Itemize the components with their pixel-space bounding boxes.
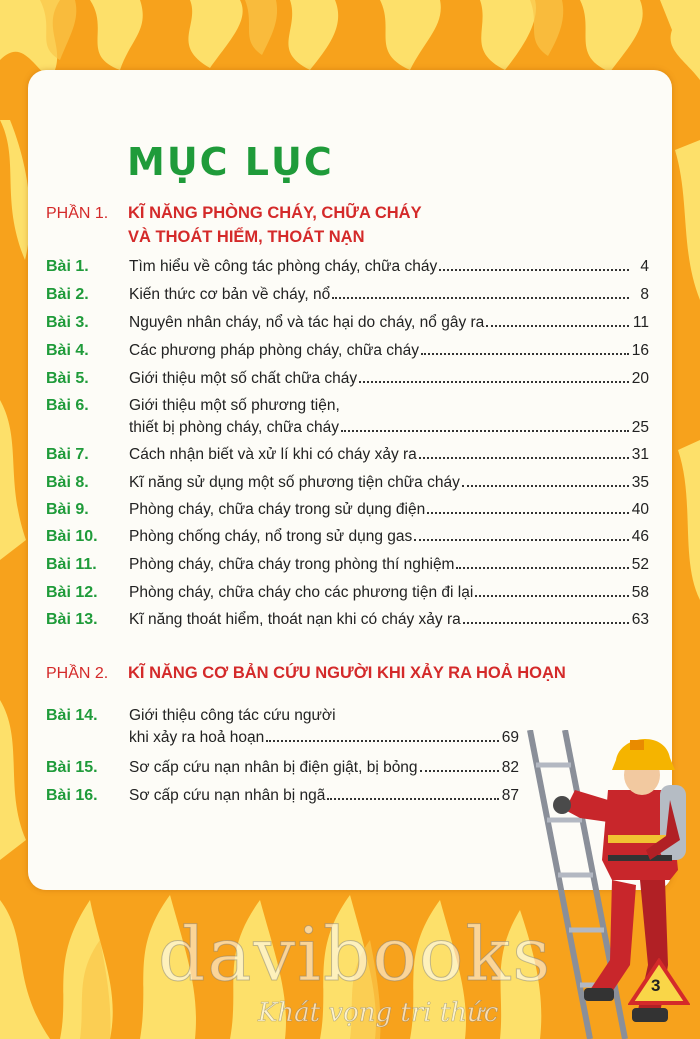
toc-entry-title: Kĩ năng thoát hiểm, thoát nạn khi có cháy xảy ra <box>129 611 461 628</box>
toc-entry-title: Các phương pháp phòng cháy, chữa cháy <box>129 342 420 359</box>
toc-page-number: 8 <box>640 286 649 303</box>
toc-page-number: 69 <box>501 729 519 746</box>
page-number: 3 <box>651 976 661 995</box>
lesson-number: Bài 3. <box>46 314 89 331</box>
toc-page-number: 11 <box>632 314 649 331</box>
toc-entry-title: Sơ cấp cứu nạn nhân bị ngã <box>129 787 326 804</box>
dot-leader <box>475 595 629 597</box>
part-1-title: KĨ NĂNG PHÒNG CHÁY, CHỮA CHÁY VÀ THOÁT HIỂM, THOÁT NẠN <box>128 204 422 246</box>
dot-leader <box>414 539 629 541</box>
toc-page-number: 4 <box>640 258 649 275</box>
dot-leader <box>327 798 499 800</box>
toc-page-number: 40 <box>631 501 649 518</box>
dot-leader <box>427 512 629 514</box>
toc-entry[interactable] <box>129 582 649 604</box>
dot-leader <box>486 325 629 327</box>
lesson-number: Bài 13. <box>46 611 98 628</box>
toc-entry-title: Phòng chống cháy, nổ trong sử dụng gas <box>129 528 413 545</box>
toc-entry-title: Phòng cháy, chữa cháy trong sử dụng điện <box>129 501 426 518</box>
lesson-number: Bài 14. <box>46 707 98 724</box>
dot-leader <box>332 297 629 299</box>
dot-leader <box>463 622 629 624</box>
watermark-slogan: Khát vọng tri thức <box>258 998 499 1028</box>
lesson-number: Bài 8. <box>46 474 89 491</box>
toc-page-number: 63 <box>631 611 649 628</box>
part-1-label: PHẦN 1. <box>46 205 109 222</box>
lesson-number: Bài 7. <box>46 446 89 463</box>
dot-leader <box>462 485 629 487</box>
lesson-number: Bài 11. <box>46 556 97 573</box>
toc-page-number: 20 <box>631 370 649 387</box>
toc-entry[interactable] <box>129 472 649 494</box>
lesson-number: Bài 4. <box>46 342 89 359</box>
toc-page-number: 87 <box>501 787 519 804</box>
toc-entry-title: Kĩ năng sử dụng một số phương tiện chữa cháy <box>129 474 460 491</box>
dot-leader <box>419 457 629 459</box>
dot-leader <box>341 430 629 432</box>
toc-entry[interactable] <box>129 340 649 362</box>
lesson-number: Bài 1. <box>46 258 89 275</box>
lesson-number: Bài 16. <box>46 787 98 804</box>
toc-entry[interactable] <box>129 609 649 631</box>
toc-page-number: 82 <box>501 759 519 776</box>
toc-entry-title: khi xảy ra hoả hoạn <box>129 729 265 746</box>
toc-page-number: 58 <box>631 584 649 601</box>
toc-page-number: 35 <box>631 474 649 491</box>
toc-entry[interactable] <box>129 368 649 390</box>
toc-entry-title: Tìm hiểu về công tác phòng cháy, chữa cháy <box>129 258 438 275</box>
toc-entry-title: thiết bị phòng cháy, chữa cháy <box>129 419 339 436</box>
lesson-number: Bài 15. <box>46 759 98 776</box>
lesson-number: Bài 12. <box>46 584 98 601</box>
dot-leader <box>359 381 629 383</box>
toc-entry-title: Sơ cấp cứu nạn nhân bị điện giật, bị bỏng <box>129 759 418 776</box>
dot-leader <box>420 770 499 772</box>
toc-entry-title: Cách nhận biết và xử lí khi có cháy xảy ra <box>129 446 417 463</box>
toc-entry[interactable] <box>129 705 519 749</box>
dot-leader <box>266 740 499 742</box>
lesson-number: Bài 9. <box>46 501 89 518</box>
toc-entry[interactable] <box>129 554 649 576</box>
toc-page-number: 31 <box>631 446 649 463</box>
toc-entry[interactable] <box>129 499 649 521</box>
toc-page-number: 25 <box>631 419 649 436</box>
toc-entry-title: Kiến thức cơ bản về cháy, nổ <box>129 286 331 303</box>
toc-entry-title: Nguyên nhân cháy, nổ và tác hại do cháy, nổ gây ra <box>129 314 485 331</box>
toc-entry[interactable] <box>129 256 649 278</box>
dot-leader <box>439 269 629 271</box>
toc-entry-title: Phòng cháy, chữa cháy cho các phương tiện đi lại <box>129 584 474 601</box>
toc-entry[interactable] <box>129 395 649 439</box>
toc-entry[interactable] <box>129 284 649 306</box>
toc-entry[interactable] <box>129 444 649 466</box>
part-2-title: KĨ NĂNG CƠ BẢN CỨU NGƯỜI KHI XẢY RA HOẢ HOẠN <box>128 664 566 682</box>
page-title: MỤC LỤC <box>127 140 334 184</box>
toc-entry-title: Giới thiệu một số phương tiện, <box>129 397 340 414</box>
dot-leader <box>421 353 629 355</box>
watermark-brand: davibooks <box>158 912 553 998</box>
toc-entry-title: Giới thiệu một số chất chữa cháy <box>129 370 358 387</box>
toc-entry[interactable] <box>129 312 649 334</box>
lesson-number: Bài 5. <box>46 370 89 387</box>
toc-entry[interactable] <box>129 785 519 807</box>
lesson-number: Bài 2. <box>46 286 89 303</box>
toc-page-number: 16 <box>631 342 649 359</box>
lesson-number: Bài 6. <box>46 397 89 414</box>
part-2-label: PHẦN 2. <box>46 665 109 682</box>
toc-entry-title: Giới thiệu công tác cứu người <box>129 707 336 724</box>
toc-entry[interactable] <box>129 757 519 779</box>
toc-entry[interactable] <box>129 526 649 548</box>
dot-leader <box>456 567 629 569</box>
toc-page-number: 46 <box>631 528 649 545</box>
toc-entry-title: Phòng cháy, chữa cháy trong phòng thí nghiệm <box>129 556 455 573</box>
toc-page-number: 52 <box>631 556 649 573</box>
lesson-number: Bài 10. <box>46 528 98 545</box>
